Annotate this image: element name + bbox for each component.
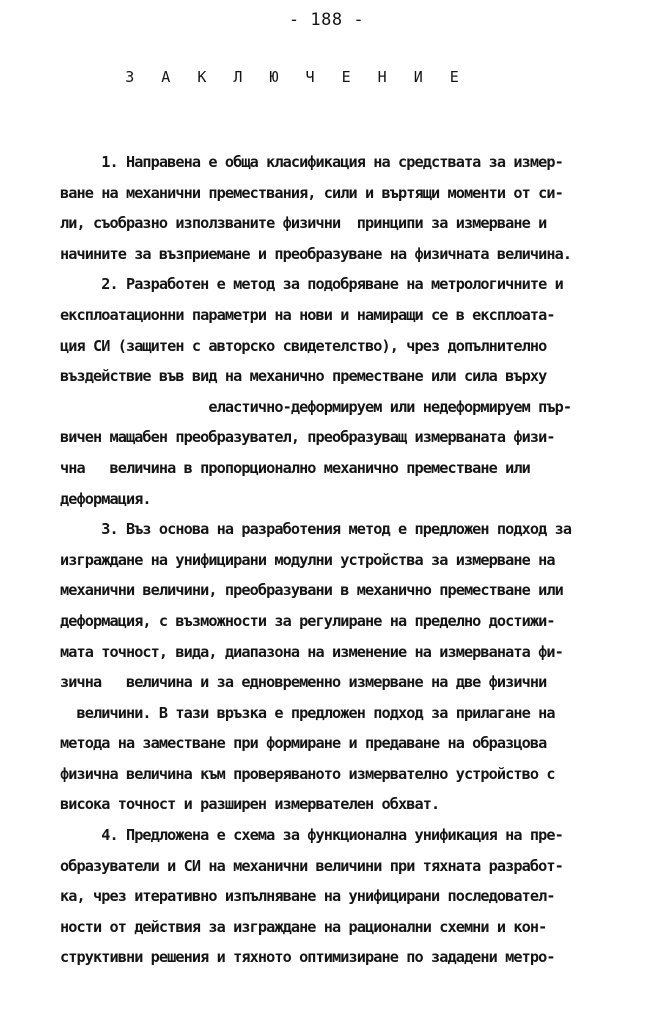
section-heading: З А К Л Ю Ч Е Н И Е [125, 68, 468, 86]
text-line: величини. В тази връзка е предложен подход за прилагане на [60, 703, 555, 722]
text-line: зична величина и за едновременно измерване на две физични [60, 673, 547, 692]
text-line: метода на заместване при формиране и предаване на образцова [60, 734, 547, 753]
text-line: еластично-деформируем или недеформируем пър- [60, 397, 572, 416]
text-line: 1. Направена е обща класификация на средствата за измер- [60, 153, 563, 171]
body-text [60, 147, 630, 973]
text-line: физична величина към проверяваното измервателно устройство с [60, 764, 555, 783]
text-line: 4. Предложена е схема за функционална унификация на пре- [60, 826, 563, 845]
text-line: експлоатационни параметри на нови и намиращи се в експлоата- [60, 305, 555, 324]
text-line: чна величина в пропорционално механично преместване или [60, 458, 530, 477]
text-line: изграждане на унифицирани модулни устройства за измерване на [60, 550, 555, 569]
text-line: ности от действия за изграждане на рационални схемни и кон- [60, 917, 547, 936]
text-line: вичен мащабен преобразувател, преобразуващ измерваната физи- [60, 428, 555, 447]
text-line: образуватели и СИ на механични величини при тяхната разработ- [60, 856, 563, 875]
text-line: висока точност и разширен измервателен обхват. [60, 795, 440, 814]
text-line: ли, съобразно използваните физични принципи за измерване и [60, 214, 547, 233]
text-line: ване на механични премествания, сили и въртящи моменти от си- [60, 183, 563, 202]
text-line: деформация, с възможности за регулиране на пределно достижи- [60, 611, 555, 630]
text-line: структивни решения и тяхното оптимизиране по зададени метро- [60, 948, 555, 967]
text-line: 3. Въз основа на разработения метод е предложен подход за [60, 520, 572, 539]
text-line: ка, чрез итеративно изпълняване на унифицирани последовател- [60, 887, 555, 906]
text-line: мата точност, вида, диапазона на изменение на измерваната фи- [60, 642, 563, 661]
text-line: механични величини, преобразувани в механично преместване или [60, 581, 563, 600]
text-line: деформация. [60, 489, 151, 508]
text-line: въздействие във вид на механично преместване или сила върху [60, 367, 547, 386]
text-line: ция СИ (защитен с авторско свидетелство), чрез допълнително [60, 336, 547, 355]
text-line: начините за възприемане и преобразуване на физичната величина. [60, 244, 572, 263]
page-number: - 188 - [288, 10, 365, 30]
text-line: 2. Разработен е метод за подобряване на метрологичните и [60, 275, 563, 294]
